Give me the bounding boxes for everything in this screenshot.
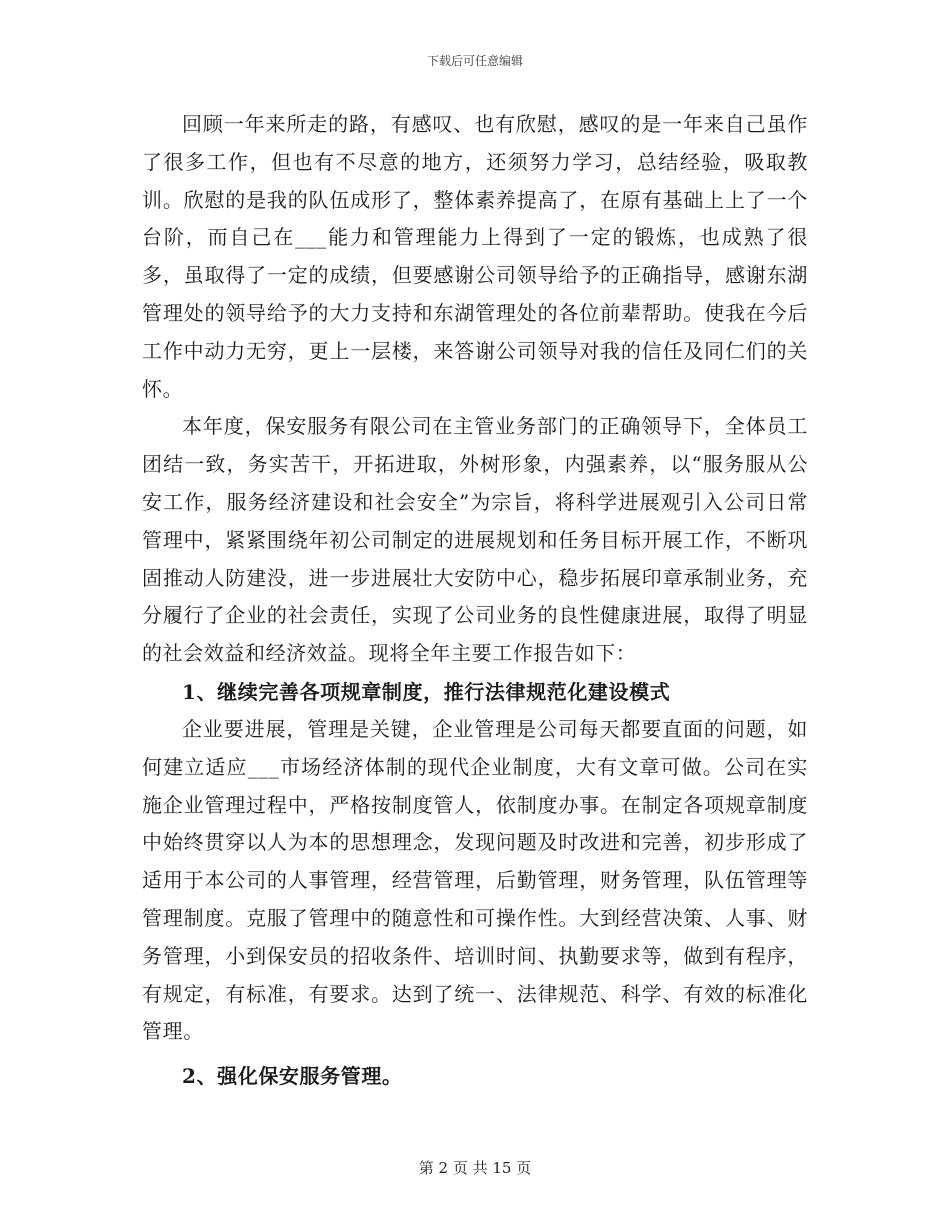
paragraph: 企业要进展，管理是关键，企业管理是公司每天都要直面的问题，如何建立适应___市场经济体制的现代企业制度，大有文章可做。公司在实施企业管理过程中，严格按制度管人，依制度办事。在制定各项规章制度中始终贯穿以人为本的思想理念，发现问题及时改进和完善，初步形成了适用于本公司的人事管理，经营管理，后勤管理，财务管理，队伍管理等管理制度。克服了管理中的随意性和可操作性。大到经营决策、人事、财务管理，小到保安员的招收条件、培训时间、执勤要求等，做到有程序，有规定，有标准，有要求。达到了统一、法律规范、科学、有效的标准化管理。 — [142, 716, 808, 1044]
section-heading: 1、继续完善各项规章制度，推行法律规范化建设模式 — [182, 679, 671, 704]
paragraph: 本年度，保安服务有限公司在主管业务部门的正确领导下，全体员工团结一致，务实苦干，开拓进取，外树形象，内强素养，以“服务服从公安工作，服务经济建设和社会安全”为宗旨，将科学进展观引入公司日常管理中，紧紧围绕年初公司制定的进展规划和任务目标开展工作，不断巩固推动人防建没，进一步进展壮大安防中心，稳步拓展印章承制业务，充分履行了企业的社会责任，实现了公司业务的良性健康进展，取得了明显的社会效益和经济效益。现将全年主要工作报告如下： — [142, 414, 808, 666]
page-header: 下载后可任意编辑 — [426, 54, 523, 68]
paragraph: 回顾一年来所走的路，有感叹、也有欣慰，感叹的是一年来自己虽作了很多工作，但也有不尽意的地方，还须努力学习，总结经验，吸取教训。欣慰的是我的队伍成形了，整体素养提高了，在原有基础上上了一个台阶，而自己在___能力和管理能力上得到了一定的锻炼，也成熟了很多，虽取得了一定的成绩，但要感谢公司领导给予的正确指导，感谢东湖管理处的领导给予的大力支持和东湖管理处的各位前辈帮助。使我在今后工作中动力无穷，更上一层楼，来答谢公司领导对我的信任及同仁们的关怀。 — [142, 112, 808, 401]
page-number: 第 2 页 共 15 页 — [418, 1159, 532, 1177]
document-body — [142, 106, 808, 1095]
section-heading: 2、强化保安服务管理。 — [182, 1064, 403, 1089]
